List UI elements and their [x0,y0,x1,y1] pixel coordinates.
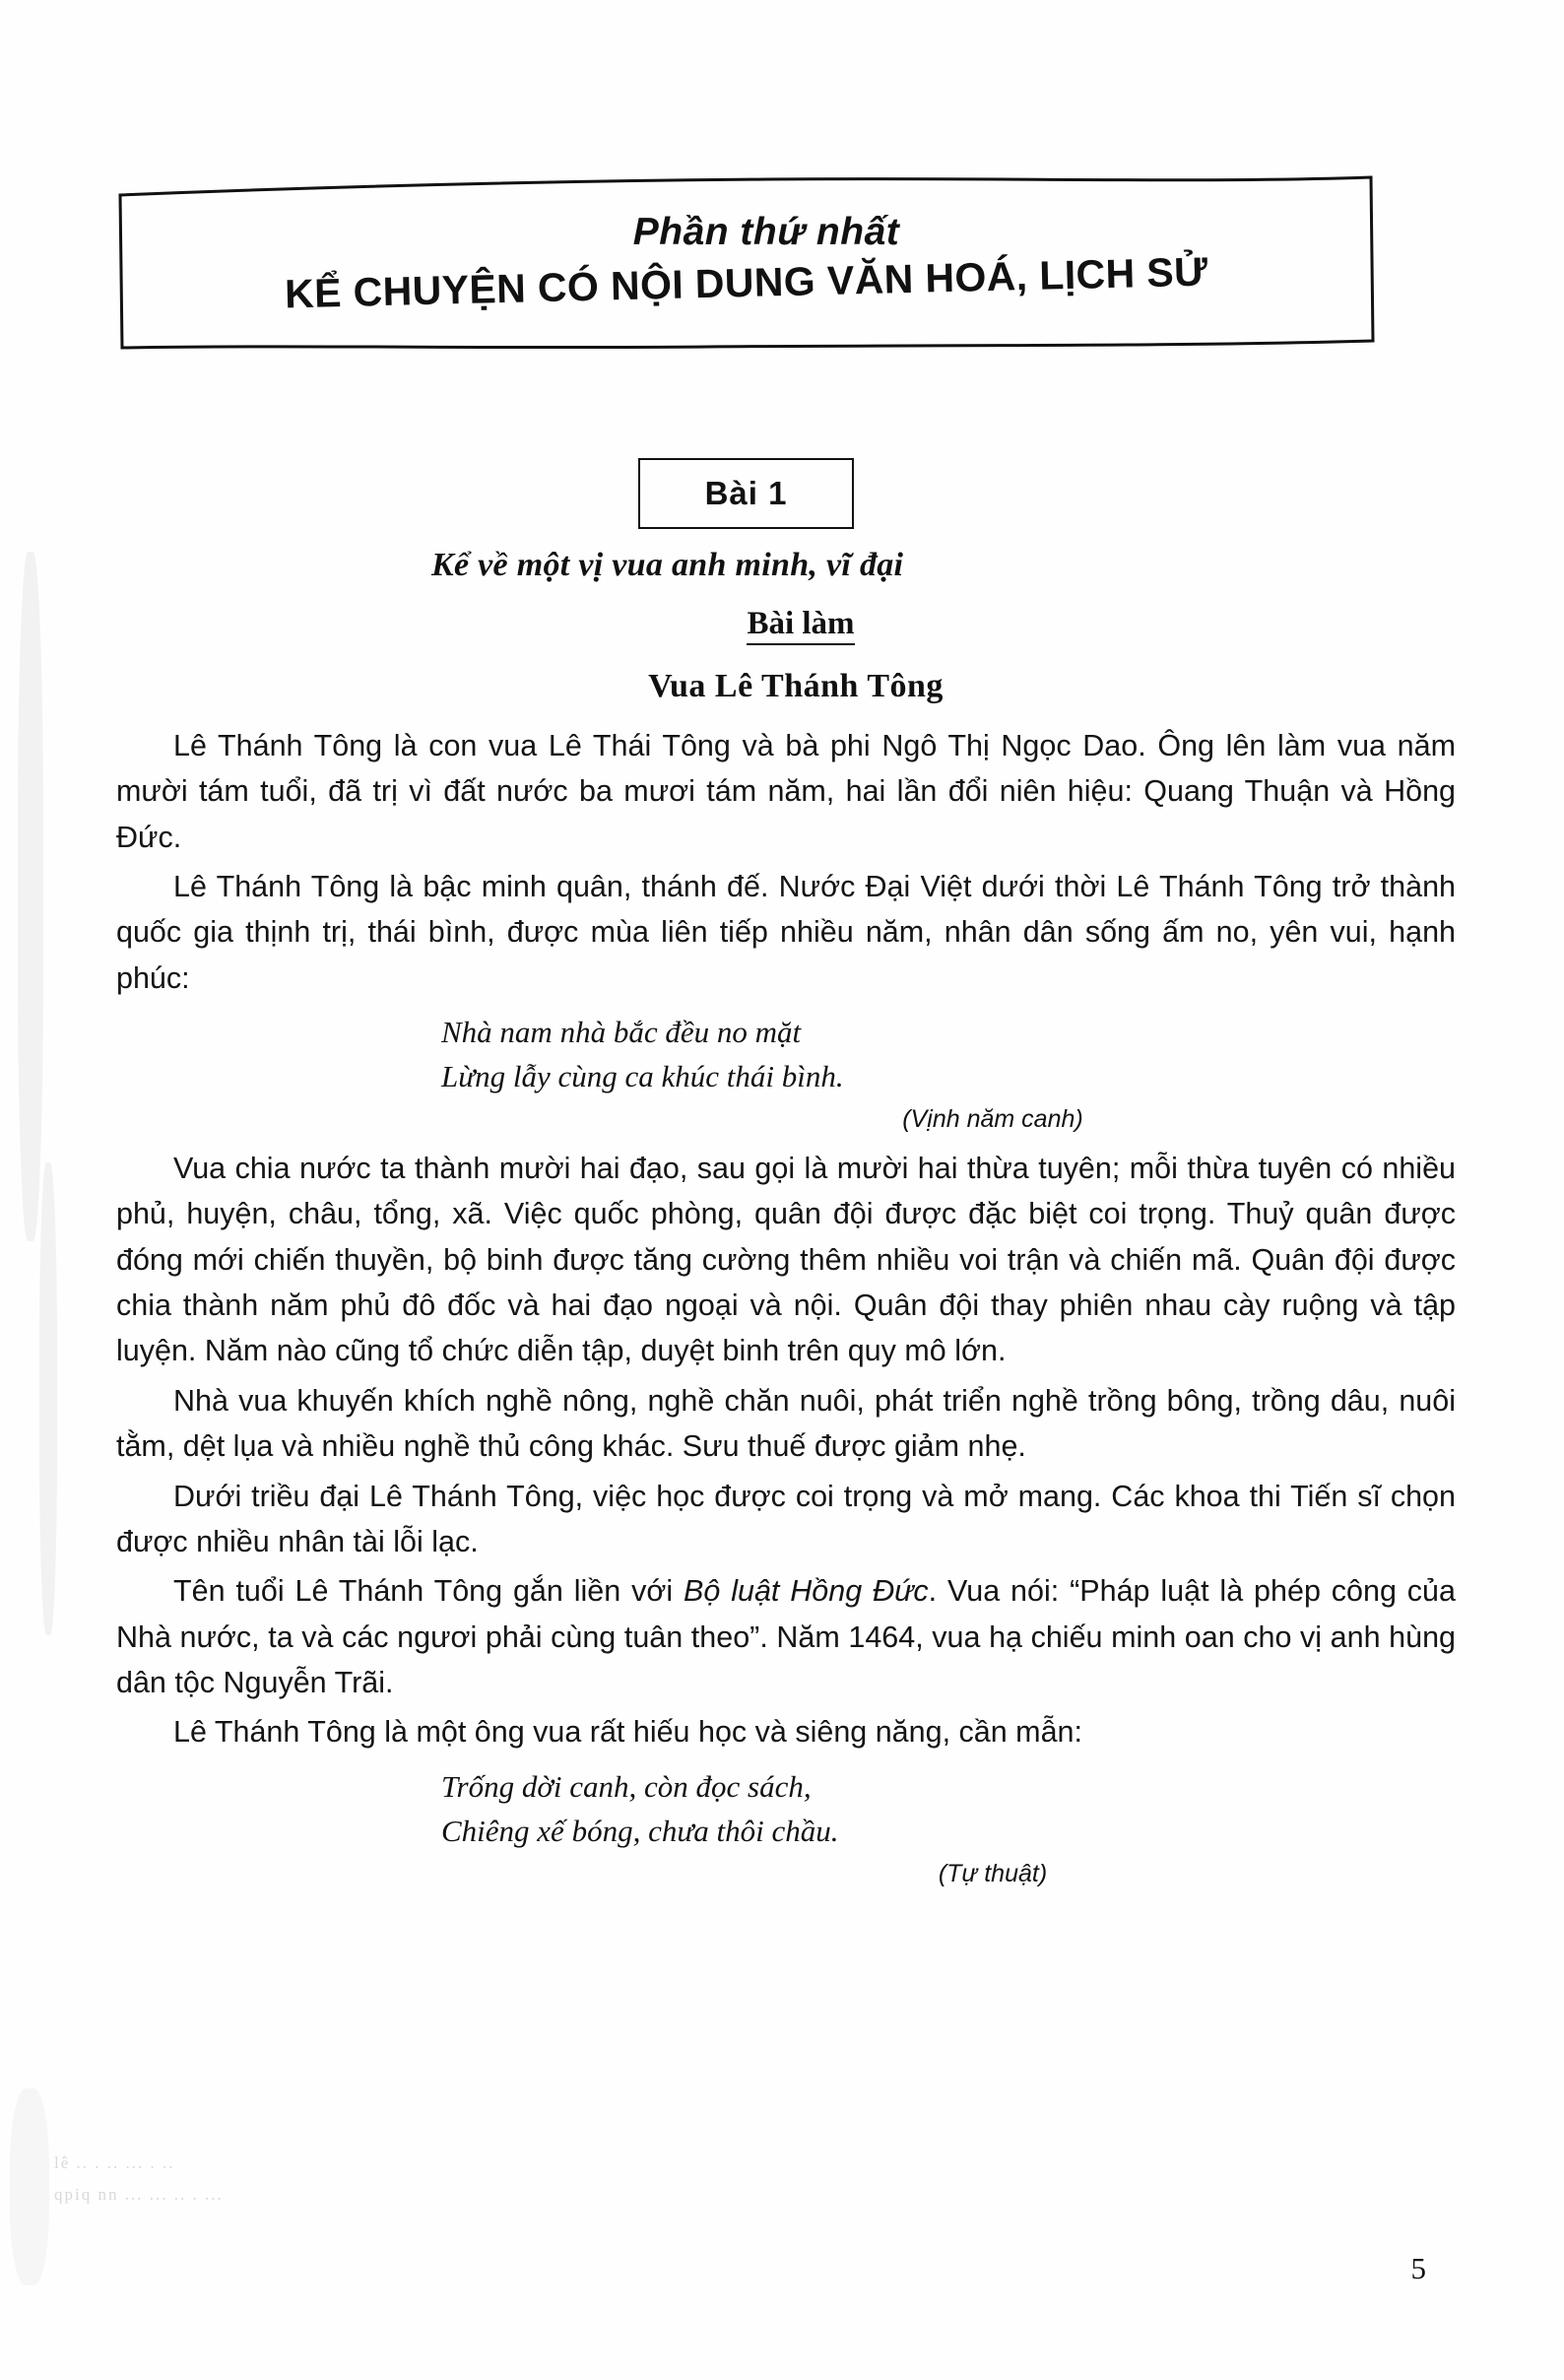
document-body [116,547,1456,1900]
verse-attribution-text: (Vịnh năm canh) [902,1105,1083,1134]
law-title-italic: Bộ luật Hồng Đức [684,1574,929,1609]
part-title-banner [116,167,1377,350]
law-after-text: . Vua nói: “Pháp luật là phép công của Nhà nước, ta và các ngươi phải cùng tuân theo”. Năm 1464, vua hạ chiếu minh oan cho vị anh hùng dân tộc Nguyễn Trãi. [116,1574,1456,1699]
paragraph: Lê Thánh Tông là một ông vua rất hiếu học và siêng năng, cần mẫn: [173,1715,1082,1750]
verse-block [116,1765,1456,1854]
page-number: 5 [1410,2251,1426,2285]
essay-title: Vua Lê Thánh Tông [648,668,944,704]
law-before-text: Tên tuổi Lê Thánh Tông gắn liền với [173,1574,684,1609]
scan-smudge [39,1162,57,1635]
bailam-label: Bài làm [747,606,854,645]
exercise-prompt: Kể về một vị vua anh minh, vĩ đại [431,547,904,583]
bleedthrough-line: lê .. . .. ... . .. [54,2153,175,2172]
paragraph: Lê Thánh Tông là bậc minh quân, thánh đế. Nước Đại Việt dưới thời Lê Thánh Tông trở thành quốc gia thịnh trị, thái bình, được mùa liên tiếp nhiều năm, nhân dân sống ấm no, yên vui, hạnh phúc: [116,870,1456,995]
lesson-number-box [638,458,854,529]
paragraph: Nhà vua khuyến khích nghề nông, nghề chăn nuôi, phát triển nghề trồng bông, trồng dâu, nuôi tằm, dệt lụa và nhiều nghề thủ công khác. Sưu thuế được giảm nhẹ. [116,1383,1456,1464]
scan-smudge [10,2088,49,2285]
paragraph: Dưới triều đại Lê Thánh Tông, việc học được coi trọng và mở mang. Các khoa thi Tiến sĩ chọn được nhiều nhân tài lỗi lạc. [116,1479,1456,1558]
paragraph: Lê Thánh Tông là con vua Lê Thái Tông và bà phi Ngô Thị Ngọc Dao. Ông lên làm vua năm mười tám tuổi, đã trị vì đất nước ba mươi tám năm, hai lần đổi niên hiệu: Quang Thuận và Hồng Đức. [116,729,1456,854]
verse-attribution [323,1105,1564,1134]
faint-bleedthrough-text [54,2148,862,2212]
bleedthrough-line: qpiq nn ... ... .. . ... [54,2185,224,2205]
verse-line: Chiêng xế bóng, chưa thôi chầu. [441,1813,839,1848]
verse-line: Lừng lẫy cùng ca khúc thái bình. [441,1059,844,1094]
banner-line-1: Phần thứ nhất [632,211,900,253]
lesson-number-label: Bài 1 [704,475,788,511]
paragraph-law [116,1568,1456,1705]
verse-line: Trống dời canh, còn đọc sách, [441,1768,812,1804]
verse-line: Nhà nam nhà bắc đều no mặt [441,1015,802,1050]
verse-attribution-text: (Tự thuật) [938,1859,1048,1887]
scan-smudge [18,552,43,1241]
verse-block [116,1011,1456,1099]
banner-line-2: KỂ CHUYỆN CÓ NỘI DUNG VĂN HOÁ, LỊCH SỬ [284,248,1209,317]
paragraph: Vua chia nước ta thành mười hai đạo, sau gọi là mười hai thừa tuyên; mỗi thừa tuyên có nhiều phủ, huyện, châu, tổng, xã. Việc quốc phòng, quân đội được đặc biệt coi trọng. Thuỷ quân được đóng mới chiến thuyền, bộ binh được tăng cường thêm nhiều voi trận và chiến mã. Quân đội được chia thành năm phủ đô đốc và hai đạo ngoại và nội. Quân đội thay phiên nhau cày ruộng và tập luyện. Năm nào cũng tổ chức diễn tập, duyệt binh trên quy mô lớn. [116,1152,1456,1368]
section-heading-bailam [116,606,1456,642]
verse-attribution [323,1860,1564,1888]
